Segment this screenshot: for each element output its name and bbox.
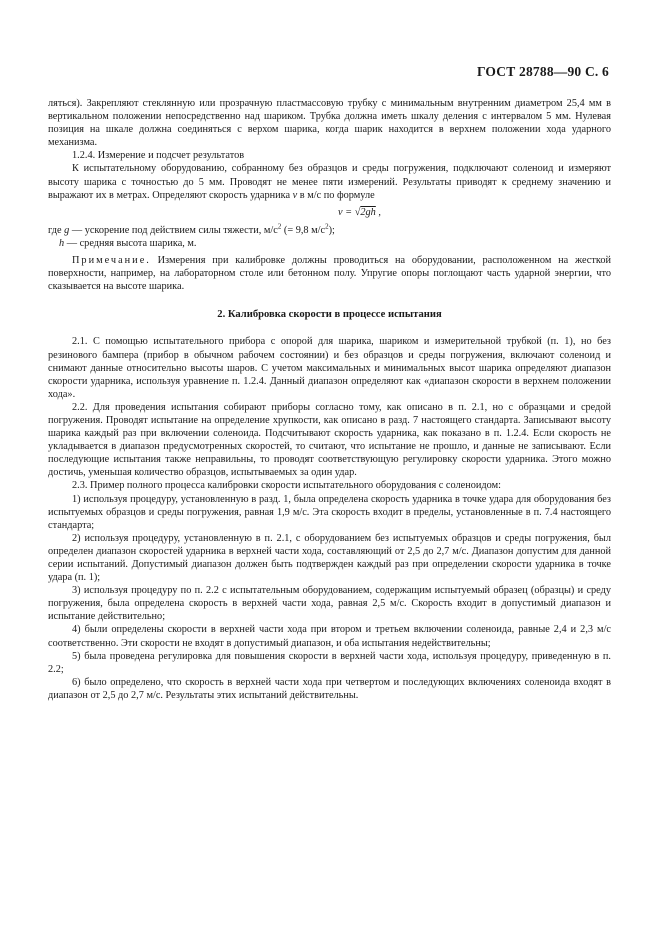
h-var: h (59, 237, 65, 249)
formula-radicand: 2gh (360, 206, 376, 218)
continuation-paragraph: ляться). Закрепляют стеклянную или прозрачную пластмассовую трубку с минимальным внутренним диаметром 25,4 мм в вертикальном положении непосредственно над шариком. Трубка должна иметь шкалу деления с интервалом 5 мм. Нулевая позиция на шкале должна соединяться с верхом шарика, когда шарик находится в верхнем положении хода ударного механизма. (48, 98, 611, 149)
g-val: (= 9,8 м/с (281, 224, 326, 236)
measurement-paragraph (48, 162, 611, 201)
paragraph-2-2: 2.2. Для проведения испытания собирают приборы согласно тому, как описано в п. 2.1, но с образцами и средой погружения. Проводят испытание на определение хрупкости, как описано в разд. 7 настоящего стандарта. Записывают высоту шарика каждый раз при включении соленоида. Подсчитывают скорость ударника, как показано в п. 1.2.4. Если скорость не укладывается в диапазон предусмотренных скоростей, то считают, что испытание не прошло, и данные не записывают. Если последующие испытания также неправильны, то проводят соответствующую регулировку скорости ударника. Этого можно достичь, уменьшая количество образцов, испытываемых за один удар. (48, 401, 611, 479)
list-item: 6) было определено, что скорость в верхней части хода при четвертом и последующих включениях соленоида входят в диапазон от 2,5 до 2,7 м/с. Результаты этих испытаний действительны. (48, 676, 611, 701)
g-sup: 2 (277, 222, 282, 231)
list-item: 5) была проведена регулировка для повышения скорости в верхней части хода, используя процедуру, приведенную в п. 2.2; (48, 650, 611, 675)
formula-comma: , (375, 206, 381, 218)
list-item: 4) были определены скорости в верхней части хода при втором и третьем включении соленоида, равные 2,4 и 2,3 м/с соответственно. Эти скорости не входят в допустимый диапазон, и оба испытания недействительны; (48, 624, 611, 649)
definition-h (48, 237, 611, 250)
note-text: Измерения при калибровке должны проводиться на оборудовании, расположенном на жесткой поверхности, например, на лабораторном столе или бетонном полу. Упругие опоры поглощают часть ударной энергии, что сказывается на высоте шарика. (48, 255, 611, 293)
note-paragraph (48, 254, 611, 293)
g-val-sup: 2 (325, 222, 329, 231)
sqrt-sign: √ (354, 206, 361, 218)
list-item: 1) используя процедуру, установленную в разд. 1, была определена скорость ударника в точке удара для оборудования без испытуемых образцов и среды погружения, равная 1,9 м/с. Эта скорость входит в пределы, установленные в п. 7.4 настоящего стандарта; (48, 493, 611, 531)
where-prefix: где (48, 224, 65, 236)
list-item: 3) используя процедуру по п. 2.2 с испытательным оборудованием, содержащим испытуемый образец (образцы) и среду погружения, была определена скорость в верхней части хода, равная 2,5 м/с. Скорость входит в допустимый диапазон и испытание действительно; (48, 585, 611, 623)
velocity-var: v (292, 189, 298, 201)
section-title: 2. Калибровка скорости в процессе испытания (217, 309, 442, 321)
note-label: Примечание. (72, 255, 151, 267)
document-body (48, 97, 611, 702)
formula-lhs: v = (338, 206, 355, 218)
measurement-text: К испытательному оборудованию, собранному без образцов и среды погружения, подключают соленоид и измеряют высоту шарика с точностью до 5 мм. Проводят не менее пяти измерений. Результаты приводят к среднему значению и выражают их в метрах. Определяют скорость ударника (48, 163, 611, 201)
g-text: — ускорение под действием силы тяжести, м/с (69, 224, 278, 236)
definition-g (48, 224, 611, 237)
g-var: g (64, 224, 70, 236)
subsection-heading-1-2-4: 1.2.4. Измерение и подсчет результатов (72, 150, 245, 162)
paragraph-2-1: 2.1. С помощью испытательного прибора с опорой для шарика, шариком и измерительной трубкой (п. 1), но без резинового бампера (прибор в обычном рабочем состоянии) и без образцов и среды погружения, включают соленоид и снимают данные относительно высоты шаров. С учетом максимальных и минимальных высот шарика определяют диапазон скорости ударника, используя уравнение п. 1.2.4. Данный диапазон определяют как «диапазон скорости в верхнем положении хода». (48, 336, 611, 400)
h-text: — средняя высота шарика, м. (64, 237, 197, 249)
velocity-formula (108, 206, 611, 219)
g-end: ); (328, 224, 335, 236)
paragraph-2-3: 2.3. Пример полного процесса калибровки скорости испытательного оборудования с соленоидом: (72, 480, 501, 492)
page-header: ГОСТ 28788—90 С. 6 (476, 64, 609, 79)
measurement-tail: в м/с по формуле (297, 189, 375, 201)
list-item: 2) используя процедуру, установленную в п. 2.1, с оборудованием без испытуемых образцов и среды погружения, был определен диапазон скоростей ударника в верхней части хода, составляющий от 2,5 до 2,7 м/с. Диапазон допустим для данной серии испытаний. Допустимый диапазон должен быть подтвержден каждый раз при определении скорости ударника в точке удара (п. 1); (48, 532, 611, 584)
